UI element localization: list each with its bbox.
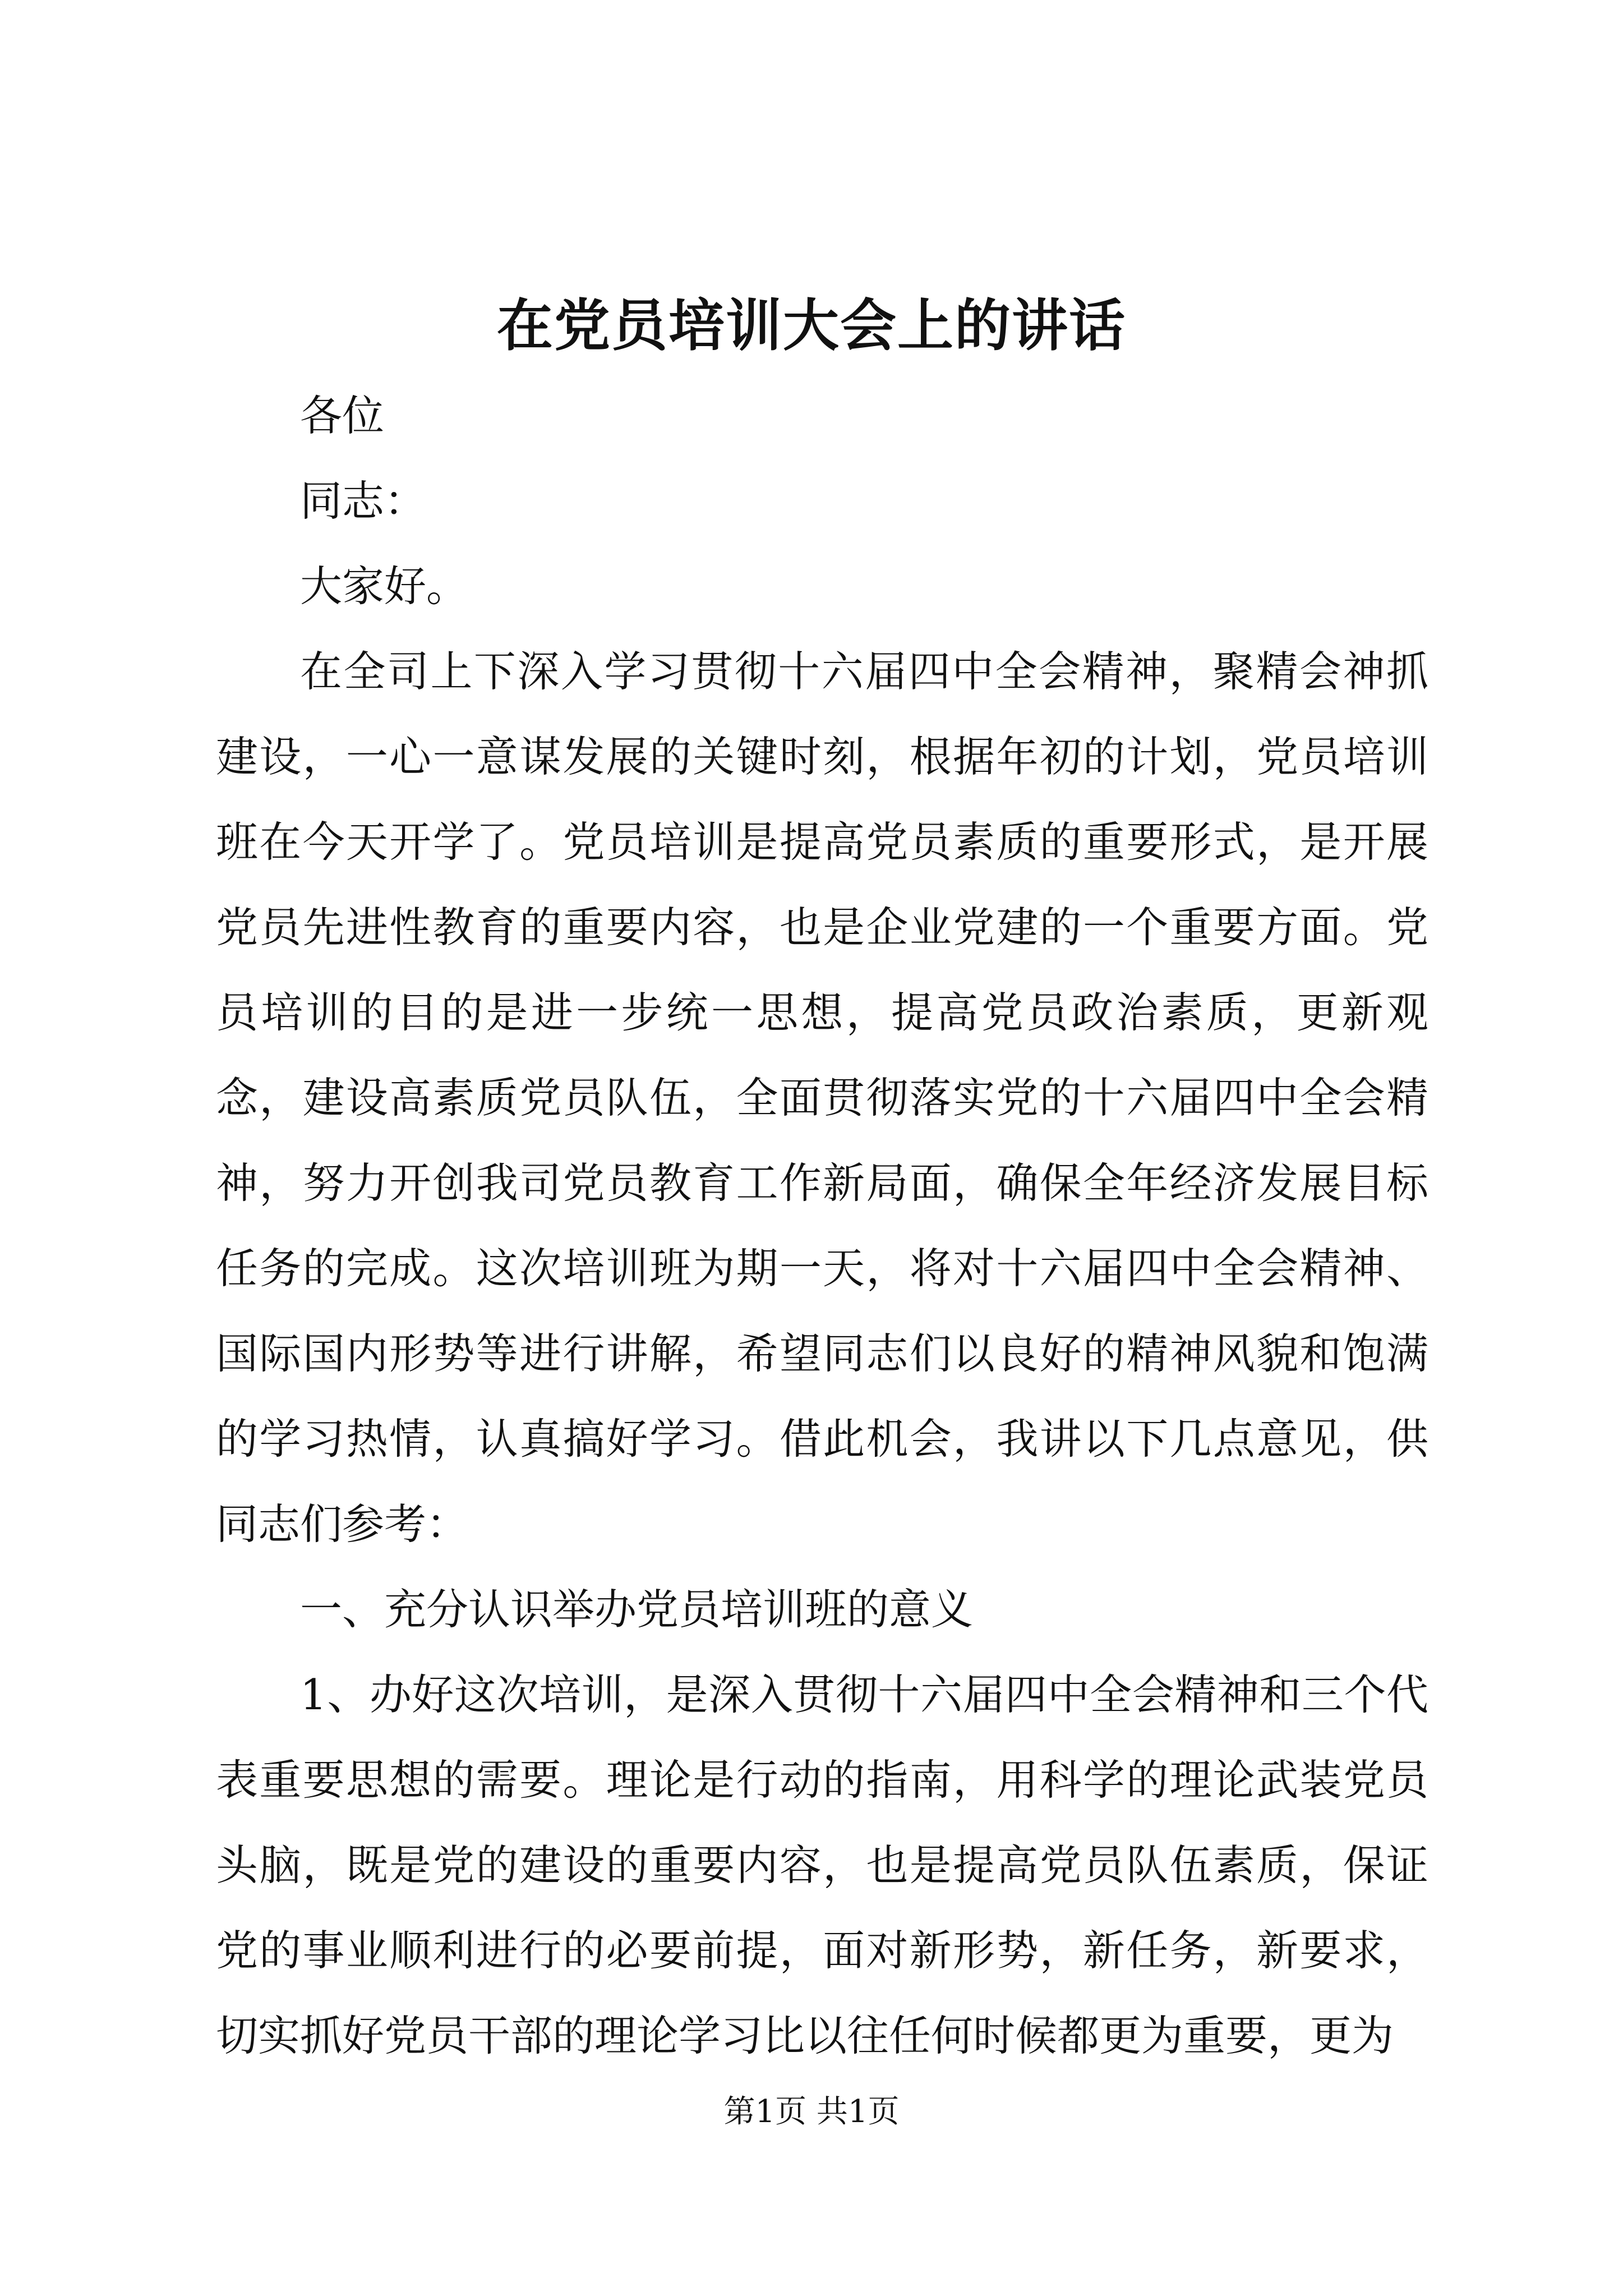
intro-paragraph: 在全司上下深入学习贯彻十六届四中全会精神，聚精会神抓建设，一心一意谋发展的关键时刻，根据年初的计划，党员培训班在今天开学了。党员培训是提高党员素质的重要形式，是开展党员先进性教育的重要内容，也是企业党建的一个重要方面。党员培训的目的是进一步统一思想，提高党员政治素质，更新观念，建设高素质党员队伍，全面贯彻落实党的十六届四中全会精神，努力开创我司党员教育工作新局面，确保全年经济发展目标任务的完成。这次培训班为期一天，将对十六届四中全会精神、国际国内形势等进行讲解，希望同志们以良好的精神风貌和饱满的学习热情，认真搞好学习。借此机会，我讲以下几点意见，供同志们参考： [216, 647, 1428, 1549]
document-title: 在党员培训大会上的讲话 [497, 292, 1126, 358]
page-footer: 第1页 共1页 [723, 2093, 900, 2130]
section-heading: 一、充分认识举办党员培训班的意义 [300, 1585, 974, 1634]
greeting-paragraph: 大家好。 [300, 562, 469, 611]
document-body [216, 373, 1428, 2078]
salutation-line-2: 同志： [300, 476, 427, 526]
salutation-line-1: 各位 [300, 391, 385, 440]
point-1-paragraph: 1、办好这次培训，是深入贯彻十六届四中全会精神和三个代表重要思想的需要。理论是行动的指南，用科学的理论武装党员头脑，既是党的建设的重要内容，也是提高党员队伍素质，保证党的事业顺利进行的必要前提，面对新形势，新任务，新要求，切实抓好党员干部的理论学习比以往任何时候都更为重要，更为 [216, 1670, 1428, 2060]
